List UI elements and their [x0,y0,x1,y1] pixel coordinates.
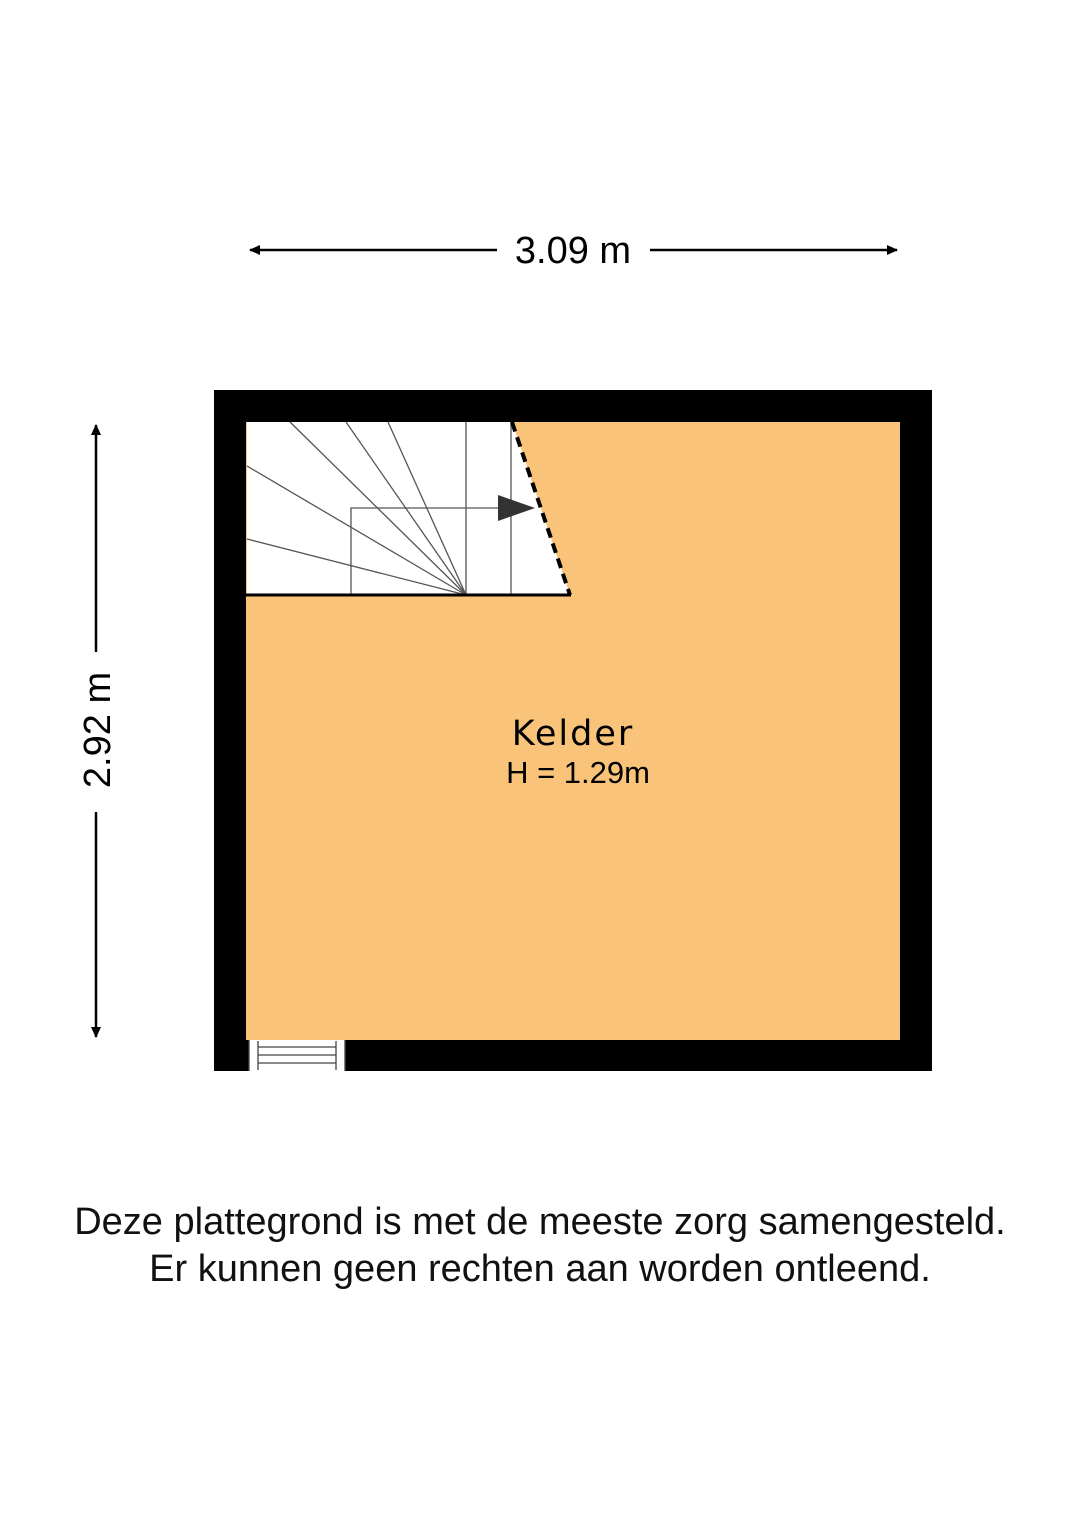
room-name: Kelder [511,714,635,754]
depth-dimension-label: 2.92 m [77,671,119,789]
disclaimer-line-2: Er kunnen geen rechten aan worden ontleend. [149,1248,931,1290]
room-height: H = 1.29m [506,755,650,790]
depth-dimension [77,425,119,1037]
disclaimer-line-1: Deze plattegrond is met de meeste zorg samengesteld. [74,1201,1006,1243]
width-dimension-label: 3.09 m [514,230,632,272]
window [249,1040,345,1071]
width-dimension [250,230,897,272]
